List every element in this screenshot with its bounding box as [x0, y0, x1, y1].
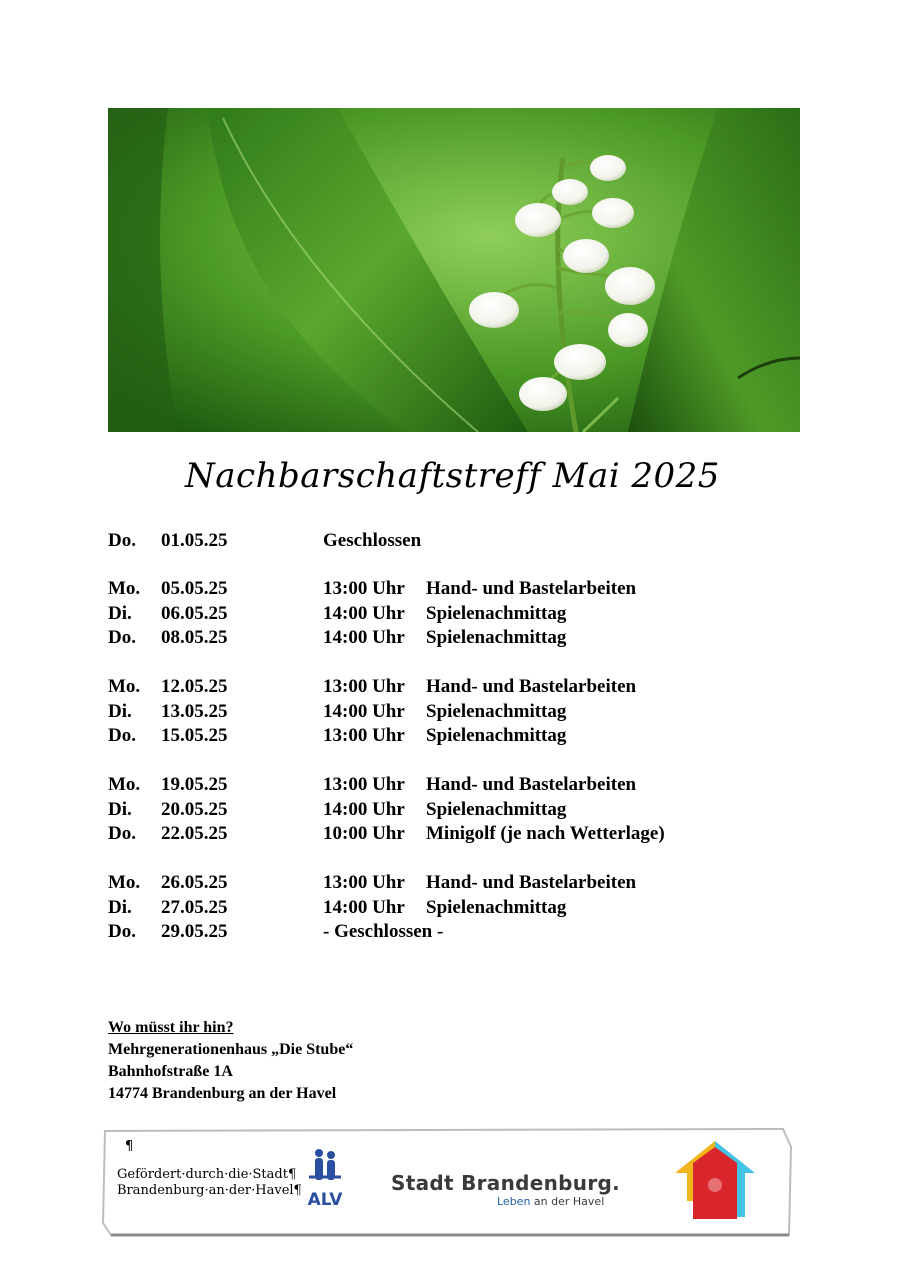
schedule-date: 06.05.25 [161, 603, 228, 624]
schedule-date: 13.05.25 [161, 701, 228, 722]
schedule-activity: Spielenachmittag [426, 897, 567, 918]
schedule-day: Mo. [108, 872, 141, 893]
sponsor-footer [101, 1127, 793, 1237]
schedule-day: Do. [108, 530, 136, 551]
schedule-day: Mo. [108, 676, 141, 697]
alv-logo [301, 1147, 349, 1211]
schedule-activity: Geschlossen [323, 530, 422, 551]
schedule-time: 10:00 Uhr [323, 823, 405, 844]
schedule-day: Do. [108, 627, 136, 648]
funding-line-1: Gefördert·durch·die·Stadt¶ [117, 1167, 297, 1182]
schedule-activity: Hand- und Bastelarbeiten [426, 774, 637, 795]
schedule-date: 29.05.25 [161, 921, 228, 942]
schedule-activity: Hand- und Bastelarbeiten [426, 872, 637, 893]
address-street: Bahnhofstraße 1A [108, 1063, 233, 1080]
schedule-activity: Hand- und Bastelarbeiten [426, 578, 637, 599]
schedule-activity: Spielenachmittag [426, 701, 567, 722]
schedule-time: 13:00 Uhr [323, 676, 405, 697]
schedule-day: Mo. [108, 578, 141, 599]
schedule-day: Di. [108, 897, 132, 918]
schedule-day: Di. [108, 799, 132, 820]
schedule-time: 14:00 Uhr [323, 603, 405, 624]
schedule-date: 20.05.25 [161, 799, 228, 820]
schedule-day: Di. [108, 701, 132, 722]
page-title: Nachbarschaftstreff Mai 2025 [185, 456, 720, 496]
funding-note [117, 1167, 302, 1199]
schedule-time: 14:00 Uhr [323, 701, 405, 722]
schedule-date: 01.05.25 [161, 530, 228, 551]
schedule-time: 13:00 Uhr [323, 725, 405, 746]
schedule-time: 14:00 Uhr [323, 897, 405, 918]
header-photo-lily-of-the-valley [108, 108, 800, 432]
schedule-date: 27.05.25 [161, 897, 228, 918]
address-venue: Mehrgenerationenhaus „Die Stube“ [108, 1041, 354, 1058]
address-block [108, 1017, 353, 1105]
alv-logo-text: ALV [307, 1190, 343, 1210]
schedule-activity: Hand- und Bastelarbeiten [426, 676, 637, 697]
puzzle-house-logo [671, 1137, 759, 1221]
schedule-day: Mo. [108, 774, 141, 795]
schedule-activity: Spielenachmittag [426, 725, 567, 746]
schedule-activity: Spielenachmittag [426, 799, 567, 820]
schedule-date: 08.05.25 [161, 627, 228, 648]
schedule-date: 15.05.25 [161, 725, 228, 746]
schedule-activity: Spielenachmittag [426, 603, 567, 624]
schedule-day: Do. [108, 823, 136, 844]
schedule-time: 13:00 Uhr [323, 872, 405, 893]
schedule-time: 14:00 Uhr [323, 799, 405, 820]
address-city: 14774 Brandenburg an der Havel [108, 1085, 337, 1102]
schedule-date: 22.05.25 [161, 823, 228, 844]
funding-line-2: Brandenburg·an·der·Havel¶ [117, 1183, 302, 1198]
schedule-date: 19.05.25 [161, 774, 228, 795]
schedule-time: 14:00 Uhr [323, 627, 405, 648]
address-heading: Wo müsst ihr hin? [108, 1019, 234, 1036]
schedule-date: 12.05.25 [161, 676, 228, 697]
schedule-activity: Spielenachmittag [426, 627, 567, 648]
pilcrow-mark: ¶ [125, 1139, 134, 1154]
tagline-rest: an der Havel [530, 1195, 605, 1208]
schedule-date: 05.05.25 [161, 578, 228, 599]
schedule-day: Di. [108, 603, 132, 624]
schedule-day: Do. [108, 921, 136, 942]
schedule-activity: Minigolf (je nach Wetterlage) [426, 823, 665, 844]
schedule-time: 13:00 Uhr [323, 578, 405, 599]
city-logo-name: Stadt Brandenburg. [391, 1171, 620, 1195]
tagline-blue: Leben [497, 1195, 531, 1208]
city-logo-tagline [497, 1195, 604, 1208]
schedule-date: 26.05.25 [161, 872, 228, 893]
schedule-day: Do. [108, 725, 136, 746]
schedule-time: 13:00 Uhr [323, 774, 405, 795]
schedule-activity: - Geschlossen - [323, 921, 444, 942]
